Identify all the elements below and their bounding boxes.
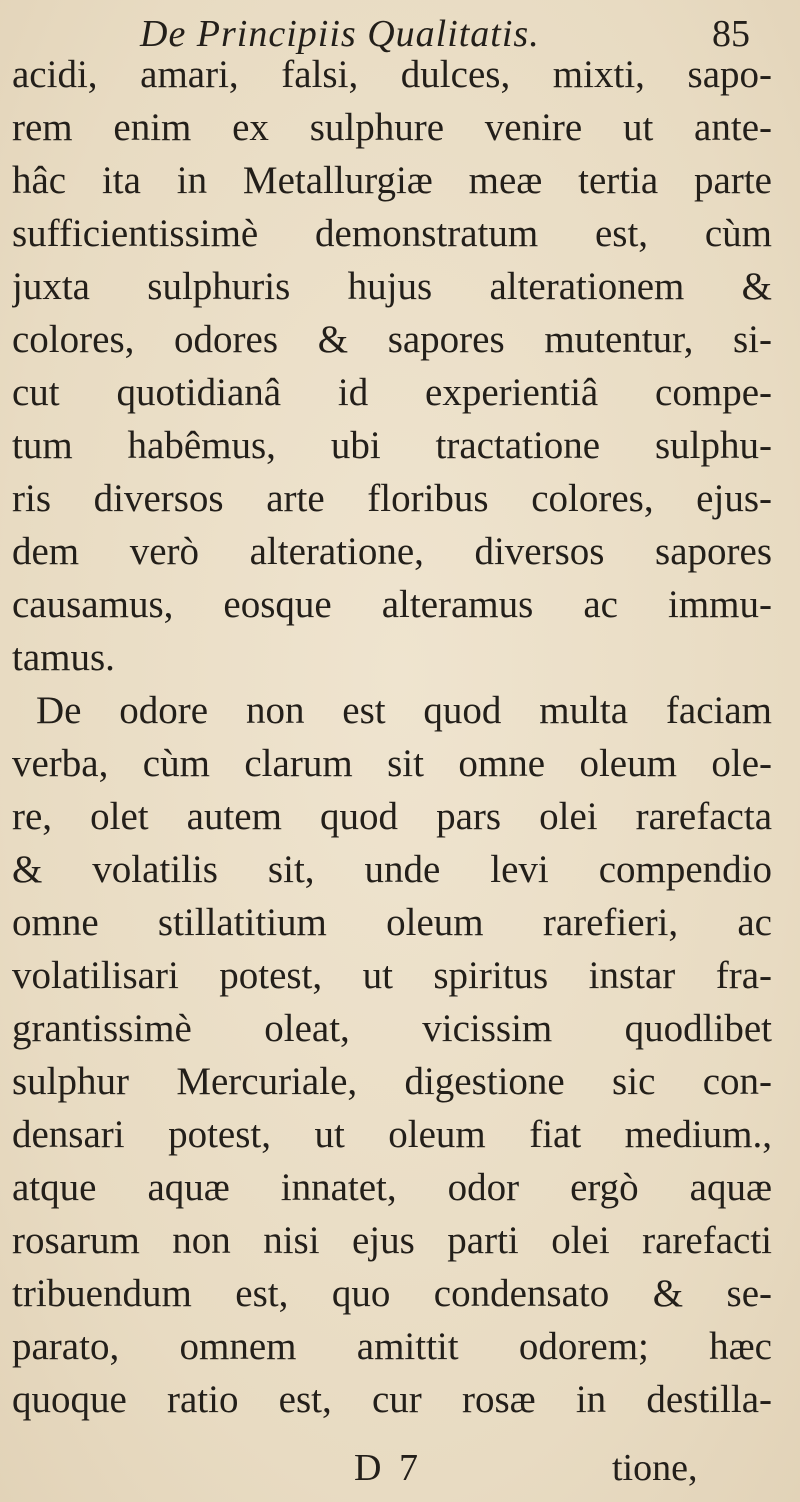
text-line: densari potest, ut oleum fiat medium., (12, 1113, 772, 1156)
catchword: tione, (612, 1447, 698, 1489)
text-line: sulphur Mercuriale, digestione sic con- (12, 1060, 772, 1103)
text-line: grantissimè oleat, vicissim quodlibet (12, 1007, 772, 1050)
text-line: volatilisari potest, ut spiritus instar fra- (12, 954, 772, 997)
text-line: cut quotidianâ id experientiâ compe- (12, 371, 772, 414)
text-line: tribuendum est, quo condensato & se- (12, 1272, 772, 1315)
text-line: juxta sulphuris hujus alterationem & (12, 265, 772, 308)
text-line: tum habêmus, ubi tractatione sulphu- (12, 424, 772, 467)
text-line: quoque ratio est, cur rosæ in destilla- (12, 1378, 772, 1421)
footer (0, 1440, 800, 1496)
text-line: dem verò alteratione, diversos sapores (12, 530, 772, 573)
text-line: verba, cùm clarum sit omne oleum ole- (12, 742, 772, 785)
page-number: 85 (712, 13, 750, 55)
text-line: causamus, eosque alteramus ac immu- (12, 583, 772, 626)
text-line: sufficientissimè demonstratum est, cùm (12, 212, 772, 255)
paragraph-start: De odore non est quod multa faciam (36, 689, 772, 732)
running-title: De Principiis Qualitatis. (140, 13, 540, 55)
text-line: omne stillatitium oleum rarefieri, ac (12, 901, 772, 944)
text-line: re, olet autem quod pars olei rarefacta (12, 795, 772, 838)
text-line: ris diversos arte floribus colores, ejus- (12, 477, 772, 520)
text-line: rosarum non nisi ejus parti olei rarefacti (12, 1219, 772, 1262)
text-line: tamus. (12, 636, 115, 679)
text-line: parato, omnem amittit odorem; hæc (12, 1325, 772, 1368)
text-line: acidi, amari, falsi, dulces, mixti, sapo- (12, 53, 772, 96)
signature-mark: D 7 (354, 1447, 422, 1489)
text-line: & volatilis sit, unde levi compendio (12, 848, 772, 891)
text-line: rem enim ex sulphure venire ut ante- (12, 106, 772, 149)
text-line: atque aquæ innatet, odor ergò aquæ (12, 1166, 772, 1209)
text-line: colores, odores & sapores mutentur, si- (12, 318, 772, 361)
text-line: hâc ita in Metallurgiæ meæ tertia parte (12, 159, 772, 202)
